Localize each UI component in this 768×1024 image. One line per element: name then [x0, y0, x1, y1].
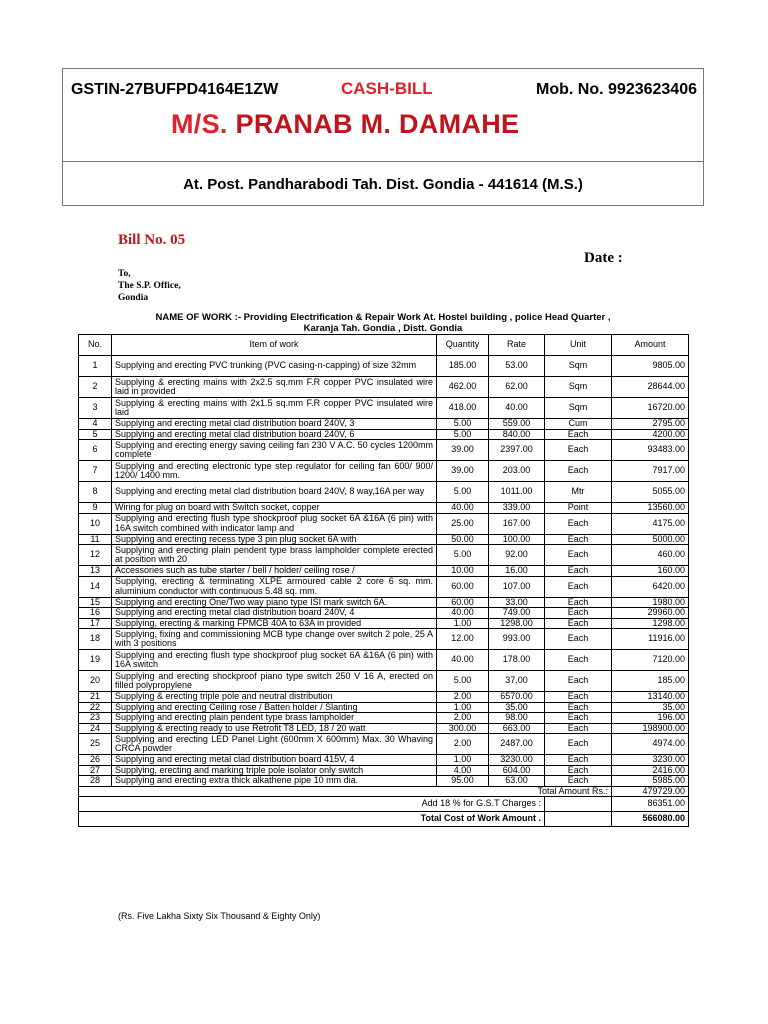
row-no: 26	[79, 755, 112, 766]
row-unit: Each	[545, 461, 612, 482]
cash-bill-title: CASH-BILL	[341, 79, 433, 98]
table-row	[79, 734, 689, 755]
items-body	[79, 356, 689, 787]
items-table	[78, 334, 689, 827]
row-rate: 840.00	[489, 429, 545, 440]
row-quantity: 418.00	[437, 398, 489, 419]
row-rate: 2487.00	[489, 734, 545, 755]
row-rate: 993.00	[489, 629, 545, 650]
gst-label: Add 18 % for G.S.T Charges :	[79, 797, 545, 812]
recipient-address	[118, 268, 181, 304]
row-rate: 604.00	[489, 765, 545, 776]
row-rate: 107.00	[489, 576, 545, 597]
row-no: 20	[79, 671, 112, 692]
row-unit: Each	[545, 513, 612, 534]
row-no: 27	[79, 765, 112, 776]
row-item: Supplying and erecting electronic type step regulator for ceiling fan 600/ 900/ 1200/ 1400 mm.	[112, 461, 437, 482]
row-amount: 9805.00	[612, 356, 689, 377]
row-rate: 92.00	[489, 545, 545, 566]
row-amount: 16720.00	[612, 398, 689, 419]
table-row	[79, 723, 689, 734]
row-unit: Each	[545, 597, 612, 608]
row-amount: 93483.00	[612, 440, 689, 461]
header-amount: Amount	[612, 335, 689, 356]
table-header-row	[79, 335, 689, 356]
row-rate: 559.00	[489, 419, 545, 430]
table-row	[79, 566, 689, 577]
row-rate: 1298.00	[489, 618, 545, 629]
row-item: Supplying & erecting mains with 2x1.5 sq.mm F.R copper PVC insulated wire laid	[112, 398, 437, 419]
row-no: 23	[79, 713, 112, 724]
row-rate: 35.00	[489, 702, 545, 713]
table-row	[79, 765, 689, 776]
row-item: Supplying, erecting & terminating XLPE armoured cable 2 core 6 sq. mm. aluminium conductor with continuous 5.48 sq. mm.	[112, 576, 437, 597]
row-unit: Each	[545, 765, 612, 776]
row-unit: Each	[545, 534, 612, 545]
row-no: 22	[79, 702, 112, 713]
table-row	[79, 755, 689, 766]
gst-value: 86351.00	[612, 797, 689, 812]
row-rate: 3230.00	[489, 755, 545, 766]
bill-number: Bill No. 05	[118, 232, 186, 248]
row-rate: 63.00	[489, 776, 545, 787]
row-no: 24	[79, 723, 112, 734]
row-no: 8	[79, 482, 112, 503]
row-unit: Each	[545, 576, 612, 597]
row-item: Supplying and erecting metal clad distribution board 240V, 4	[112, 608, 437, 619]
table-row	[79, 545, 689, 566]
row-no: 28	[79, 776, 112, 787]
to-line: Gondia	[118, 293, 149, 303]
row-item: Supplying and erecting energy saving ceiling fan 230 V A.C. 50 cycles 1200mm complete	[112, 440, 437, 461]
table-row	[79, 503, 689, 514]
row-amount: 2795.00	[612, 419, 689, 430]
row-item: Supplying and erecting plain pendent type brass lampholder	[112, 713, 437, 724]
row-unit: Point	[545, 503, 612, 514]
row-no: 1	[79, 356, 112, 377]
row-quantity: 462.00	[437, 377, 489, 398]
row-unit: Each	[545, 566, 612, 577]
row-rate: 663.00	[489, 723, 545, 734]
row-rate: 98.00	[489, 713, 545, 724]
table-row	[79, 597, 689, 608]
row-no: 5	[79, 429, 112, 440]
row-amount: 13560.00	[612, 503, 689, 514]
name-of-work	[78, 312, 688, 334]
row-rate: 749.00	[489, 608, 545, 619]
row-amount: 5055.00	[612, 482, 689, 503]
row-quantity: 1.00	[437, 618, 489, 629]
row-item: Supplying and erecting flush type shockproof plug socket 6A &16A (6 pin) with 16A switch combined with indicator lamp and	[112, 513, 437, 534]
row-quantity: 10.00	[437, 566, 489, 577]
row-item: Supplying, erecting and marking triple pole isolator only switch	[112, 765, 437, 776]
row-item: Supplying & erecting triple pole and neutral distribution	[112, 692, 437, 703]
row-amount: 28644.00	[612, 377, 689, 398]
row-quantity: 25.00	[437, 513, 489, 534]
row-amount: 35.00	[612, 702, 689, 713]
table-row	[79, 776, 689, 787]
row-quantity: 2.00	[437, 713, 489, 724]
row-item: Supplying and erecting LED Panel Light (600mm X 600mm) Max. 30 Whaving CRCA powder	[112, 734, 437, 755]
grand-total-label: Total Cost of Work Amount .	[79, 812, 545, 827]
date-label: Date :	[584, 250, 623, 266]
row-unit: Each	[545, 429, 612, 440]
row-quantity: 5.00	[437, 429, 489, 440]
row-no: 4	[79, 419, 112, 430]
row-unit: Each	[545, 650, 612, 671]
row-quantity: 185.00	[437, 356, 489, 377]
header-quantity: Quantity	[437, 335, 489, 356]
row-rate: 16.00	[489, 566, 545, 577]
header-rate: Rate	[489, 335, 545, 356]
gstin: GSTIN-27BUFPD4164E1ZW	[71, 81, 279, 98]
header-unit: Unit	[545, 335, 612, 356]
row-unit: Each	[545, 692, 612, 703]
to-line: To,	[118, 269, 131, 279]
row-unit: Each	[545, 776, 612, 787]
row-item: Supplying, fixing and commissioning MCB type change over switch 2 pole, 25 A with 3 positions	[112, 629, 437, 650]
row-amount: 2416.00	[612, 765, 689, 776]
row-unit: Each	[545, 702, 612, 713]
row-quantity: 1.00	[437, 702, 489, 713]
row-item: Supplying and erecting metal clad distribution board 240V, 6	[112, 429, 437, 440]
row-amount: 7120.00	[612, 650, 689, 671]
row-item: Supplying and erecting Ceiling rose / Batten holder / Slanting	[112, 702, 437, 713]
row-quantity: 60.00	[437, 597, 489, 608]
table-row	[79, 461, 689, 482]
table-row	[79, 692, 689, 703]
row-rate: 53.00	[489, 356, 545, 377]
row-no: 11	[79, 534, 112, 545]
row-no: 2	[79, 377, 112, 398]
row-amount: 4175.00	[612, 513, 689, 534]
row-quantity: 40.00	[437, 650, 489, 671]
mobile-number: Mob. No. 9923623406	[536, 81, 697, 98]
table-row	[79, 429, 689, 440]
row-no: 6	[79, 440, 112, 461]
table-row	[79, 650, 689, 671]
row-quantity: 40.00	[437, 608, 489, 619]
total-label: Total Amount Rs.:	[79, 786, 612, 797]
row-amount: 29960.00	[612, 608, 689, 619]
row-rate: 100.00	[489, 534, 545, 545]
row-quantity: 50.00	[437, 534, 489, 545]
row-item: Supplying and erecting plain pendent type brass lampholder complete erected at position with 20	[112, 545, 437, 566]
row-no: 14	[79, 576, 112, 597]
row-unit: Each	[545, 440, 612, 461]
table-row	[79, 419, 689, 430]
row-amount: 196.00	[612, 713, 689, 724]
table-row	[79, 513, 689, 534]
grand-total-value: 566080.00	[612, 812, 689, 827]
row-amount: 5985.00	[612, 776, 689, 787]
row-unit: Each	[545, 545, 612, 566]
row-quantity: 39.00	[437, 461, 489, 482]
row-amount: 160.00	[612, 566, 689, 577]
table-row	[79, 482, 689, 503]
row-unit: Mtr	[545, 482, 612, 503]
row-quantity: 5.00	[437, 671, 489, 692]
table-row	[79, 618, 689, 629]
row-quantity: 2.00	[437, 734, 489, 755]
row-unit: Sqm	[545, 377, 612, 398]
firm-name	[171, 109, 519, 140]
row-item: Supplying and erecting PVC trunking (PVC casing-n-capping) of size 32mm	[112, 356, 437, 377]
row-rate: 178.00	[489, 650, 545, 671]
row-amount: 13140.00	[612, 692, 689, 703]
row-quantity: 5.00	[437, 545, 489, 566]
row-unit: Cum	[545, 419, 612, 430]
row-rate: 40.00	[489, 398, 545, 419]
row-no: 25	[79, 734, 112, 755]
row-unit: Each	[545, 713, 612, 724]
table-row	[79, 377, 689, 398]
total-row	[79, 786, 689, 797]
table-row	[79, 534, 689, 545]
row-item: Supplying and erecting recess type 3 pin plug socket 6A with	[112, 534, 437, 545]
header-top	[63, 69, 703, 162]
row-rate: 339.00	[489, 503, 545, 514]
row-rate: 2397.00	[489, 440, 545, 461]
row-unit: Each	[545, 671, 612, 692]
firm-prefix: M/S.	[171, 109, 228, 139]
row-amount: 7917.00	[612, 461, 689, 482]
gst-row	[79, 797, 689, 812]
row-no: 17	[79, 618, 112, 629]
name-of-work-line: Karanja Tah. Gondia , Distt. Gondia	[303, 323, 463, 334]
row-quantity: 5.00	[437, 482, 489, 503]
row-no: 9	[79, 503, 112, 514]
row-unit: Sqm	[545, 398, 612, 419]
row-no: 12	[79, 545, 112, 566]
row-rate: 167.00	[489, 513, 545, 534]
totals-body	[79, 786, 689, 827]
row-no: 21	[79, 692, 112, 703]
table-row	[79, 398, 689, 419]
row-no: 16	[79, 608, 112, 619]
row-unit: Sqm	[545, 356, 612, 377]
row-amount: 1980.00	[612, 597, 689, 608]
table-row	[79, 629, 689, 650]
grand-total-row	[79, 812, 689, 827]
row-rate: 37.00	[489, 671, 545, 692]
row-rate: 1011.00	[489, 482, 545, 503]
row-rate: 33.00	[489, 597, 545, 608]
row-no: 18	[79, 629, 112, 650]
row-unit: Each	[545, 755, 612, 766]
row-rate: 6570.00	[489, 692, 545, 703]
row-unit: Each	[545, 618, 612, 629]
row-quantity: 1.00	[437, 755, 489, 766]
row-amount: 4974.00	[612, 734, 689, 755]
row-quantity: 2.00	[437, 692, 489, 703]
row-unit: Each	[545, 608, 612, 619]
row-item: Supplying & erecting ready to use Retrofit T8 LED, 18 / 20 watt	[112, 723, 437, 734]
row-no: 7	[79, 461, 112, 482]
row-quantity: 5.00	[437, 419, 489, 430]
table-row	[79, 576, 689, 597]
row-item: Supplying and erecting metal clad distribution board 415V, 4	[112, 755, 437, 766]
row-quantity: 39.00	[437, 440, 489, 461]
row-quantity: 4.00	[437, 765, 489, 776]
row-item: Supplying, erecting & marking FPMCB 40A to 63A in provided	[112, 618, 437, 629]
to-line: The S.P. Office,	[118, 281, 181, 291]
row-no: 19	[79, 650, 112, 671]
row-rate: 62.00	[489, 377, 545, 398]
firm-title: PRANAB M. DAMAHE	[235, 109, 520, 139]
table-row	[79, 671, 689, 692]
table-row	[79, 608, 689, 619]
row-item: Supplying and erecting metal clad distribution board 240V, 3	[112, 419, 437, 430]
table-row	[79, 356, 689, 377]
row-unit: Each	[545, 723, 612, 734]
row-unit: Each	[545, 629, 612, 650]
total-value: 479729.00	[612, 786, 689, 797]
row-amount: 5000.00	[612, 534, 689, 545]
row-quantity: 95.00	[437, 776, 489, 787]
row-rate: 203.00	[489, 461, 545, 482]
row-amount: 4200.00	[612, 429, 689, 440]
row-no: 3	[79, 398, 112, 419]
row-quantity: 40.00	[437, 503, 489, 514]
row-amount: 11916.00	[612, 629, 689, 650]
row-amount: 198900.00	[612, 723, 689, 734]
row-amount: 6420.00	[612, 576, 689, 597]
row-item: Supplying & erecting mains with 2x2.5 sq.mm F.R copper PVC insulated wire laid in provided	[112, 377, 437, 398]
bill-header	[62, 68, 704, 206]
row-item: Supplying and erecting shockproof piano type switch 250 V 16 A, erected on filled polypropylene	[112, 671, 437, 692]
row-item: Supplying and erecting extra thick alkathene pipe 10 mm dia.	[112, 776, 437, 787]
row-quantity: 60.00	[437, 576, 489, 597]
row-item: Wiring for plug on board with Switch socket, copper	[112, 503, 437, 514]
row-item: Supplying and erecting metal clad distribution board 240V, 8 way,16A per way	[112, 482, 437, 503]
row-amount: 185.00	[612, 671, 689, 692]
row-quantity: 300.00	[437, 723, 489, 734]
grand-blank	[545, 812, 612, 827]
table-row	[79, 713, 689, 724]
row-no: 10	[79, 513, 112, 534]
header-no: No.	[79, 335, 112, 356]
row-unit: Each	[545, 734, 612, 755]
row-amount: 3230.00	[612, 755, 689, 766]
row-no: 15	[79, 597, 112, 608]
table-row	[79, 702, 689, 713]
amount-in-words: (Rs. Five Lakha Sixty Six Thousand & Eighty Only)	[118, 911, 321, 921]
row-item: Supplying and erecting flush type shockproof plug socket 6A &16A (6 pin) with 16A switch	[112, 650, 437, 671]
row-amount: 460.00	[612, 545, 689, 566]
row-item: Supplying and erecting One/Two way piano type ISI mark switch 6A.	[112, 597, 437, 608]
row-item: Accessories such as tube starter / bell / holder/ ceiling rose /	[112, 566, 437, 577]
row-amount: 1298.00	[612, 618, 689, 629]
header-item: Item of work	[112, 335, 437, 356]
row-quantity: 12.00	[437, 629, 489, 650]
row-no: 13	[79, 566, 112, 577]
firm-address: At. Post. Pandharabodi Tah. Dist. Gondia - 441614 (M.S.)	[183, 176, 583, 193]
table-row	[79, 440, 689, 461]
gst-blank	[545, 797, 612, 812]
name-of-work-line: NAME OF WORK :- Providing Electrification & Repair Work At. Hostel building , police Head Quarter ,	[155, 312, 611, 323]
